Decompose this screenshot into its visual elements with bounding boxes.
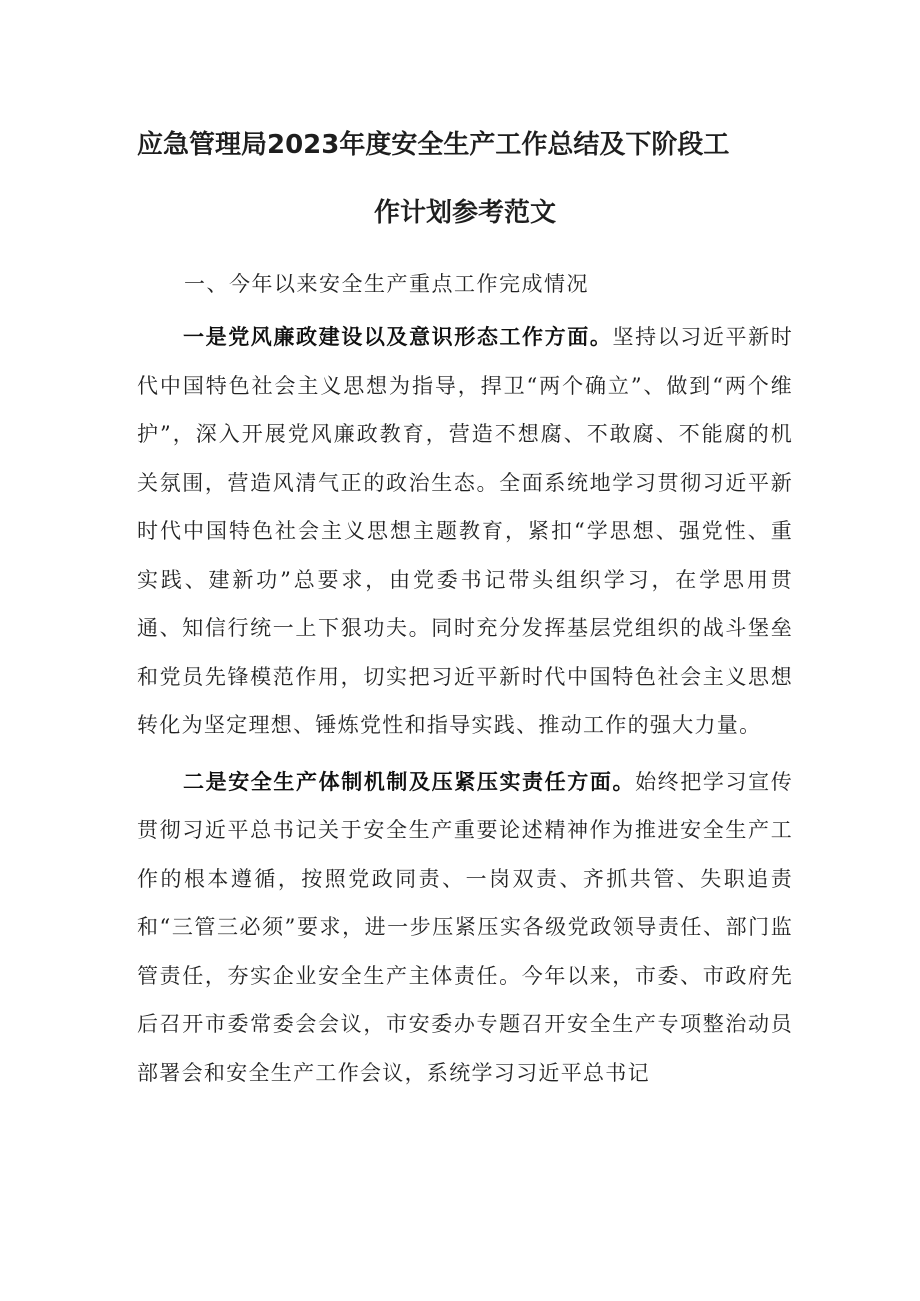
paragraph-2 [137,758,793,1098]
document-title [137,128,793,230]
paragraph-1-body: 坚持以习近平新时代中国特色社会主义思想为指导，捍卫“两个确立”、做到“两个维护”，深入开展党风廉政教育，营造不想腐、不敢腐、不能腐的机关氛围，营造风清气正的政治生态。全面系统地学习贯彻习近平新时代中国特色社会主义思想主题教育，紧扣“学思想、强党性、重实践、建新功”总要求，由党委书记带头组织学习，在学思用贯通、知信行统一上下狠功夫。同时充分发挥基层党组织的战斗堡垒和党员先锋模范作用，切实把习近平新时代中国特色社会主义思想转化为坚定理想、锤炼党性和指导实践、推动工作的强大力量。 [137,325,793,737]
paragraph-1 [137,313,793,750]
paragraph-2-lead: 二是安全生产体制机制及压紧压实责任方面。 [183,768,636,794]
section-heading-1: 一、今年以来安全生产重点工作完成情况 [184,272,589,296]
document-page [137,128,793,1097]
title-line-2: 作计划参考范文 [373,198,556,228]
title-line-1: 应急管理局2023年度安全生产工作总结及下阶段工 [137,130,730,160]
paragraph-2-body: 始终把学习宣传贯彻习近平总书记关于安全生产重要论述精神作为推进安全生产工作的根本遵循，按照党政同责、一岗双责、齐抓共管、失职追责和“三管三必须”要求，进一步压紧压实各级党政领导责任、部门监管责任，夯实企业安全生产主体责任。今年以来，市委、市政府先后召开市委常委会会议，市安委办专题召开安全生产专项整治动员部署会和安全生产工作会议，系统学习习近平总书记 [137,769,793,1085]
paragraph-1-lead: 一是党风廉政建设以及意识形态工作方面。 [183,324,613,349]
